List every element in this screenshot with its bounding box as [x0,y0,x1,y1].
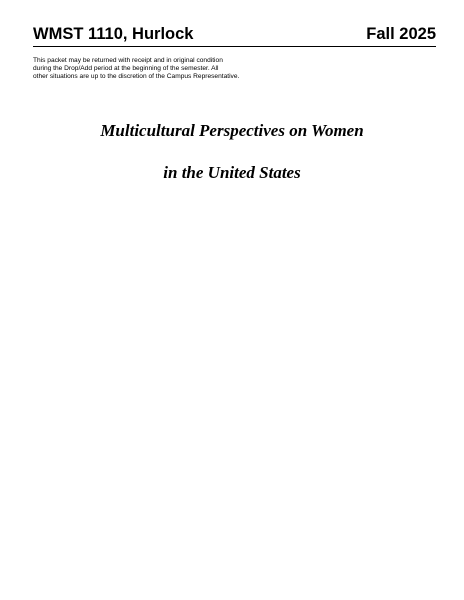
page-header [33,22,436,44]
header-divider [33,46,436,47]
course-title: WMST 1110, Hurlock [33,25,194,43]
notice-line: during the Drop/Add period at the beginning of the semester. All [33,65,219,72]
document-title-line-2: in the United States [163,163,301,182]
return-policy-notice [33,57,293,81]
term-label: Fall 2025 [366,25,436,43]
document-title-line-1: Multicultural Perspectives on Women [100,121,364,140]
notice-line: This packet may be returned with receipt and in original condition [33,57,223,64]
notice-line: other situations are up to the discretion of the Campus Representative. [33,73,240,80]
